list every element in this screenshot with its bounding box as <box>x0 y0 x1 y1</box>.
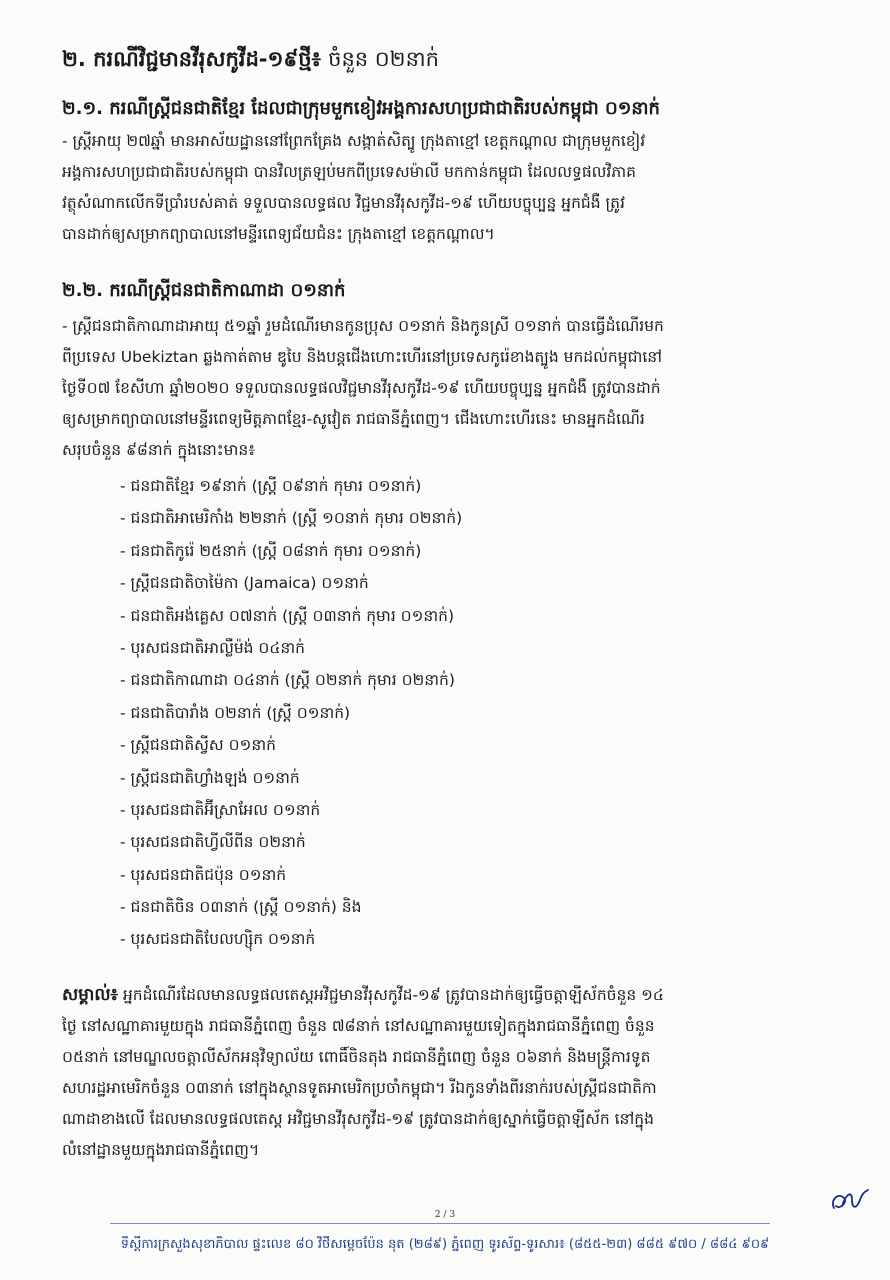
list-item: - បុរសជនជាតិអ៊ីស្រាអែល ០១នាក់ <box>120 800 321 819</box>
list-item: - បុរសជនជាតិអាល្លឺម៉ង់ ០៤នាក់ <box>120 638 305 657</box>
note-line: លំនៅដ្ឋានមួយក្នុងរាជធានីភ្នំពេញ។ <box>62 1141 260 1159</box>
case-2-line: - ស្ត្រីជនជាតិកាណាដាអាយុ ៥១ឆ្នាំ រួមដំណើរមានកូនប្រុស ០១នាក់ និងកូនស្រី ០១នាក់ បានធ្វើដំណើរមក <box>62 317 664 335</box>
list-item: - ជនជាតិបារាំង ០២នាក់ (ស្ត្រី ០១នាក់) <box>120 703 351 722</box>
list-item: - ជនជាតិខ្មែរ ១៩នាក់ (ស្ត្រី ០៩នាក់ កុមារ ០១នាក់) <box>120 477 422 495</box>
note-block <box>62 980 834 1166</box>
note-line: ០៥នាក់ នៅមណ្ឌលចត្តាលីស័កអនុវិទ្យាល័យ ពោធិ៍ចិនតុង រាជធានីភ្នំពេញ ចំនួន ០៦នាក់ និងមន្ត្រីការទូត <box>62 1048 651 1066</box>
case-2-line: ពីប្រទេស Ubekiztan ឆ្លងកាត់តាម ឌូបៃ និងបន្តជើងហោះហើរនៅប្រទេសកូរ៉េខាងត្បូង មកដល់កម្ពុជានៅ <box>62 348 663 366</box>
list-item: - ជនជាតិកូរ៉េ ២៥នាក់ (ស្ត្រី ០៨នាក់ កុមារ ០១នាក់) <box>120 541 422 560</box>
list-item: - បុរសជនជាតិបែលហ្ស៊ិក ០១នាក់ <box>120 930 316 949</box>
note-line: សហរដ្ឋអាមេរិកចំនួន ០៣នាក់ នៅក្នុងស្ថានទូតអាមេរិកប្រចាំកម្ពុជា។ រីឯកូនទាំងពីរនាក់របស់ស្ត្រីជនជាតិកា <box>62 1079 657 1097</box>
section-heading-title: ២. ករណីវិជ្ជមានវីរុសកូវីដ-១៩ថ្មី៖ <box>62 47 321 71</box>
list-item: - ស្ត្រីជនជាតិចាម៉ៃកា (Jamaica) ០១នាក់ <box>120 574 369 593</box>
section-heading <box>62 42 842 76</box>
case-2-body <box>62 311 834 466</box>
list-item: - ជនជាតិចិន ០៣នាក់ (ស្ត្រី ០១នាក់) និង <box>120 898 362 917</box>
list-item: - ស្ត្រីជនជាតិហ្វាំងឡង់ ០១នាក់ <box>120 768 300 787</box>
case-1-line: បានដាក់ឲ្យសម្រាកព្យាបាលនៅមន្ទីរពេទ្យជ័យជំនះ ក្រុងតាខ្មៅ ខេត្តកណ្ដាល។ <box>62 225 495 243</box>
list-item: - ជនជាតិអាមេរិកាំង ២២នាក់ (ស្ត្រី ១០នាក់ កុមារ ០២នាក់) <box>120 509 463 528</box>
note-line: ថ្ងៃ នៅសណ្ឋាគារមួយក្នុង រាជធានីភ្នំពេញ ចំនួន ៧៨នាក់ នៅសណ្ឋាគារមួយទៀតក្នុងរាជធានីភ្នំពេញ ចំនួន <box>62 1017 655 1035</box>
list-item: - ស្ត្រីជនជាតិស្វីស ០១នាក់ <box>120 736 276 755</box>
note-line: ណាដាខាងលើ ដែលមានលទ្ធផលតេស្ត អវិជ្ជមានវីរុសកូវីដ-១៩ ត្រូវបានដាក់ឲ្យស្នាក់ធ្វើចត្តាឡីស័ក នៅក្នុង <box>62 1110 654 1128</box>
case-1-line: វត្ថុសំណាកលើកទីប្រាំរបស់គាត់ ទទួលបានលទ្ធផល វិជ្ជមានវីរុសកូវីដ-១៩ ហើយបច្ចុប្បន្ន អ្នកជំងឺ ត្រូវ <box>62 194 625 212</box>
case-1-line: - ស្ត្រីអាយុ ២៧ឆ្នាំ មានអាស័យដ្ឋាននៅព្រែកគ្រែង សង្កាត់សិត្បូ ក្រុងតាខ្មៅ ខេត្តកណ្ដាល ជាក្រុមមួកខៀវ <box>62 132 646 150</box>
case-2-line: ឲ្យសម្រាកព្យាបាលនៅមន្ទីរពេទ្យមិត្តភាពខ្មែរ-សូវៀត រាជធានីភ្នំពេញ។ ជើងហោះហើរនេះ មានអ្នកដំណើរ <box>62 410 645 428</box>
note-first-line <box>62 980 834 1011</box>
footer-divider <box>110 1223 770 1224</box>
list-item: - ជនជាតិអង់គ្លេស ០៧នាក់ (ស្ត្រី ០៣នាក់ កុមារ ០១នាក់) <box>120 606 455 625</box>
list-item: - បុរសជនជាតិជប៉ុន ០១នាក់ <box>120 865 287 884</box>
case-1-line: អង្គការសហប្រជាជាតិរបស់កម្ពុជា បានវិលត្រឡប់មកពីប្រទេសម៉ាលី មកកាន់កម្ពុជា ដែលលទ្ធផលវិភាគ <box>62 163 636 181</box>
footer-address: ទីស្តីការក្រសួងសុខាភិបាល ផ្ទះលេខ ៨០ វិថីសម្ដេចប៉ែន នុត (២៨៩) ភ្នំពេញ ទូរស័ព្ទ-ទូរសារ៖ (៨៥៥-២៣) ៨៨៥ ៩៧០ / ៨៨៤ ៩០៩ <box>120 1237 770 1252</box>
case-1-title: ២.១. ករណីស្ត្រីជនជាតិខ្មែរ ដែលជាក្រុមមួកខៀវអង្គការសហប្រជាជាតិរបស់កម្ពុជា ០១នាក់ <box>62 98 660 119</box>
page-number: 2 / 3 <box>434 1210 456 1220</box>
list-item: - ជនជាតិកាណាដា ០៤នាក់ (ស្ត្រី ០២នាក់ កុមារ ០២នាក់) <box>120 671 455 690</box>
case-1-body <box>62 126 834 250</box>
list-item: - បុរសជនជាតិហ្វីលីពីន ០២នាក់ <box>120 833 306 852</box>
note-first-text: អ្នកដំណើរដែលមានលទ្ធផលតេស្តអវិជ្ជមានវីរុសកូវីដ-១៩ ត្រូវបានដាក់ឲ្យធ្វើចត្តាឡីស័កចំនួន ១៤ <box>118 986 664 1004</box>
case-2-line: សរុបចំនួន ៩៨នាក់ ក្នុងនោះមាន៖ <box>62 441 256 459</box>
section-heading-count: ចំនួន ០២នាក់ <box>328 47 439 71</box>
case-2-line: ថ្ងៃទី០៧ ខែសីហា ឆ្នាំ២០២០ ទទួលបានលទ្ធផលវិជ្ជមានវីរុសកូវីដ-១៩ ហើយបច្ចុប្បន្ន អ្នកជំងឺ ត្រូវបានដាក់ <box>62 379 661 397</box>
case-2-title: ២.២. ករណីស្ត្រីជនជាតិកាណាដា ០១នាក់ <box>62 280 346 301</box>
note-label: សម្គាល់៖ <box>62 985 119 1005</box>
passenger-list <box>120 470 820 956</box>
